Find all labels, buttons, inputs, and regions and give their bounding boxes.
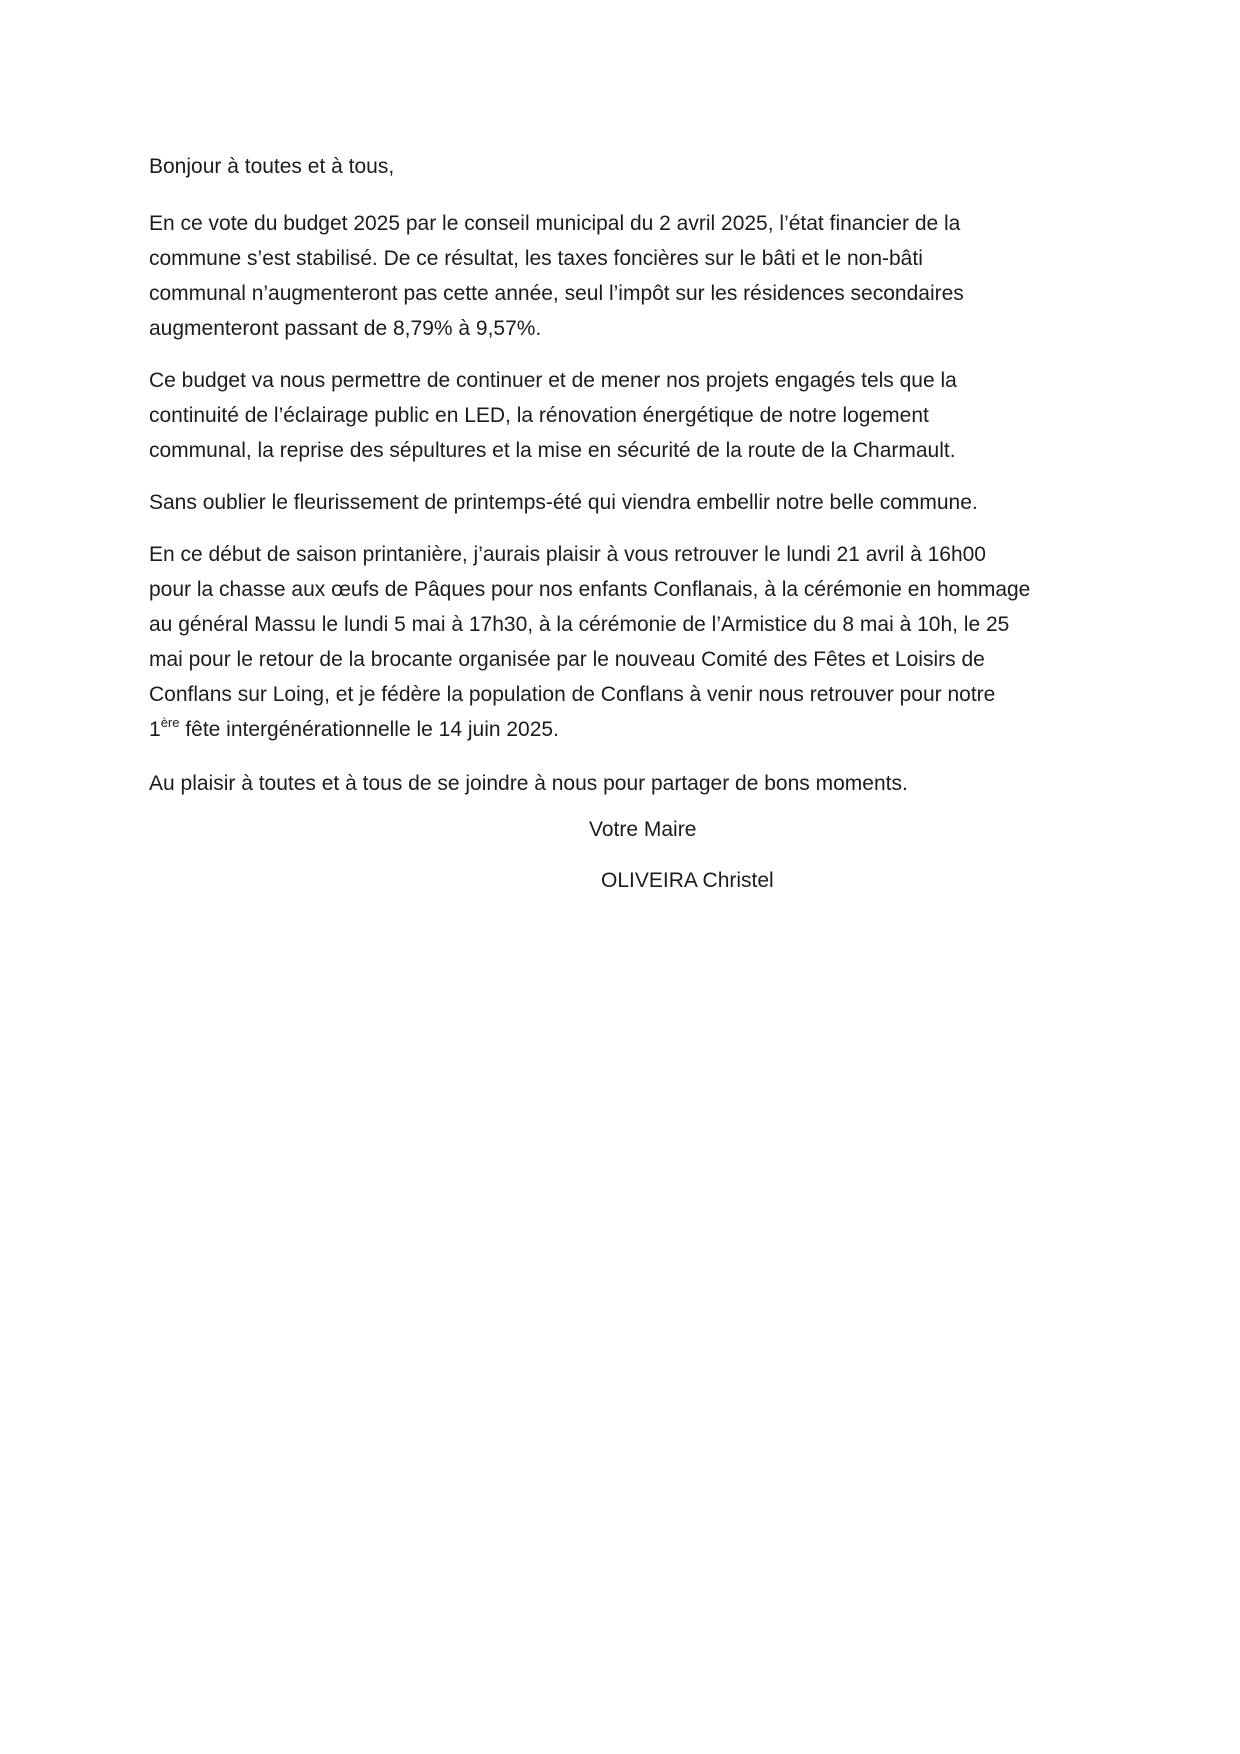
signature-name: OLIVEIRA Christel [601, 869, 774, 892]
text-line: au général Massu le lundi 5 mai à 17h30, à la cérémonie de l’Armistice du 8 mai à 10h, le 25 [149, 613, 1010, 636]
paragraph-budget [149, 206, 1099, 346]
text-line: communal, la reprise des sépultures et la mise en sécurité de la route de la Charmault. [149, 439, 956, 462]
text-line: communal n’augmenteront pas cette année, seul l’impôt sur les résidences secondaires [149, 282, 964, 305]
text-line: augmenteront passant de 8,79% à 9,57%. [149, 317, 542, 340]
text-line: commune s’est stabilisé. De ce résultat, les taxes foncières sur le bâti et le non-bâti [149, 247, 923, 270]
text-line: Ce budget va nous permettre de continuer et de mener nos projets engagés tels que la [149, 369, 957, 392]
paragraph-events [149, 537, 1099, 749]
ordinal-superscript: ère [160, 715, 180, 730]
signature-title: Votre Maire [589, 818, 697, 841]
text-line: mai pour le retour de la brocante organisée par le nouveau Comité des Fêtes et Loisirs de [149, 648, 985, 671]
text-line: En ce début de saison printanière, j’aurais plaisir à vous retrouver le lundi 21 avril à 16h00 [149, 543, 986, 566]
paragraph-flowers [149, 485, 1099, 520]
paragraph-projects [149, 363, 1099, 468]
text-line: En ce vote du budget 2025 par le conseil municipal du 2 avril 2025, l’état financier de la [149, 212, 961, 235]
greeting: Bonjour à toutes et à tous, [149, 155, 395, 178]
letter-body [149, 149, 1099, 818]
paragraph-closing [149, 766, 1099, 801]
text-line: Conflans sur Loing, et je fédère la population de Conflans à venir nous retrouver pour notre [149, 683, 996, 706]
text-line: Sans oublier le fleurissement de printemps-été qui viendra embellir notre belle commune. [149, 491, 978, 514]
text-line: pour la chasse aux œufs de Pâques pour nos enfants Conflanais, à la cérémonie en hommage [149, 578, 1031, 601]
ordinal-number: 1 [149, 718, 161, 741]
text-line: Au plaisir à toutes et à tous de se joindre à nous pour partager de bons moments. [149, 772, 908, 795]
text-line: continuité de l’éclairage public en LED, la rénovation énergétique de notre logement [149, 404, 929, 427]
text-line-last [149, 712, 1099, 749]
text-line-rest: fête intergénérationnelle le 14 juin 2025. [179, 718, 559, 741]
